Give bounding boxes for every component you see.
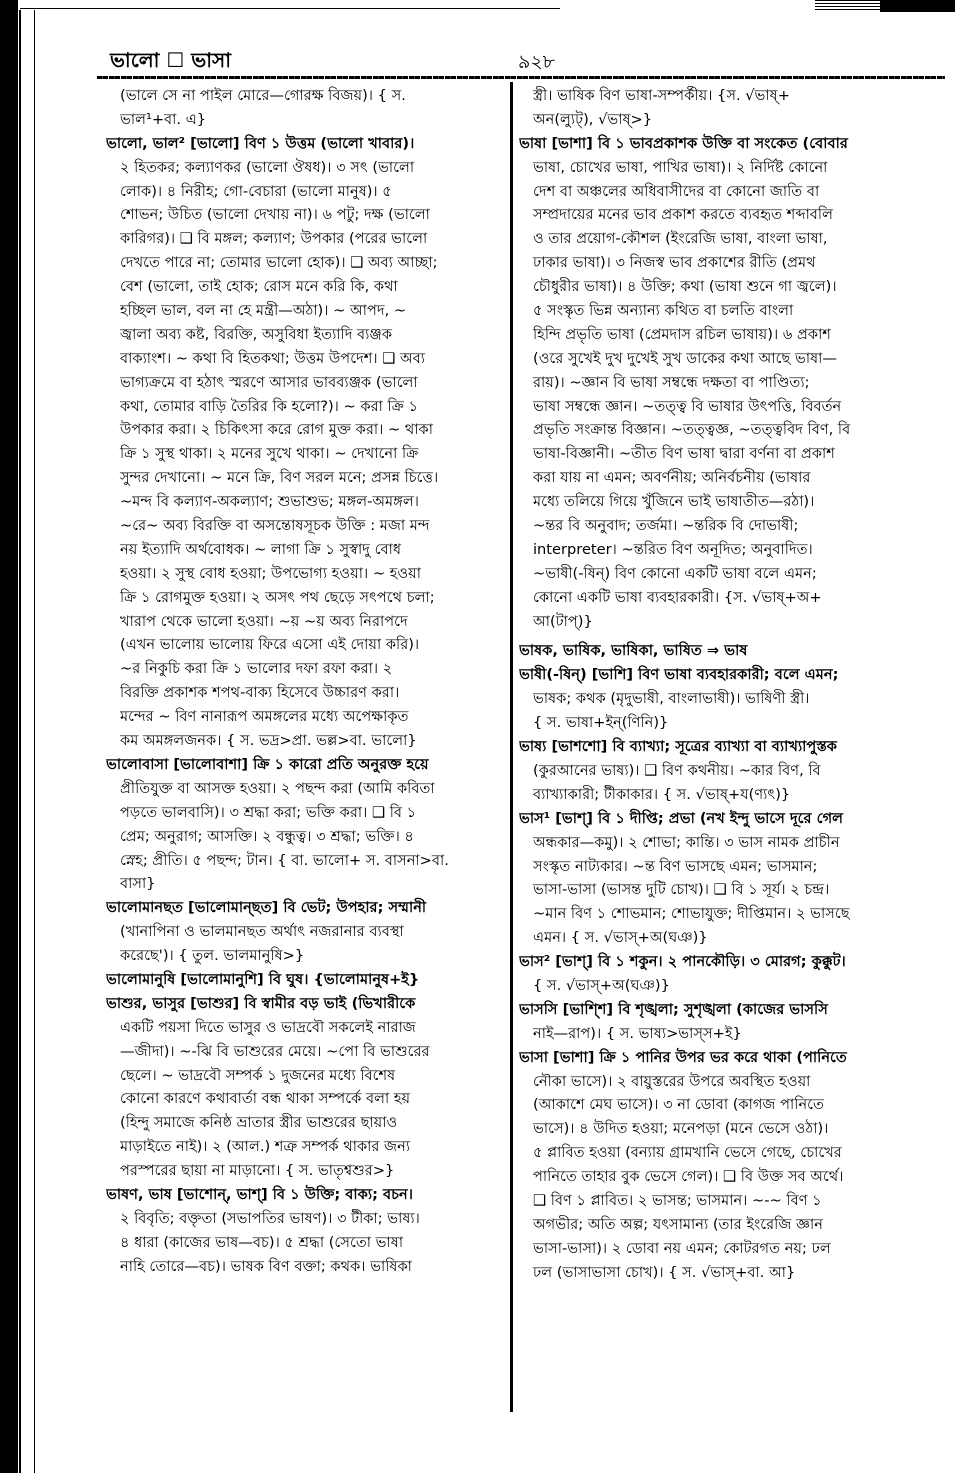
top-edge-rule [20, 8, 560, 9]
entry-text-line: { স. √ভাস্+অ(ঘঞ)} [533, 976, 670, 994]
entry-text-line: দেশ বা অঞ্চলের অধিবাসীদের বা কোনো জাতি বা [533, 182, 820, 200]
entry-text-line: ভাসা-ভাসা (ভাসন্ত দুটি চোখ)। ❑ বি ১ সূর্য। ২ চন্দ্র। [533, 881, 830, 899]
entry-text-line: কারিগর)। ❑ বি মঙ্গল; কল্যাণ; উপকার (পরের ভালো [120, 230, 428, 248]
entry-text-line: করেছে')। { তুল. ভালমানুষি>} [120, 947, 305, 965]
entry-text-line: ২ হিতকর; কল্যাণকর (ভালো ঔষধ)। ৩ সৎ (ভালো [120, 158, 415, 176]
entry-text-line: কোনো কারণে কথাবার্তা বন্ধ থাকা সম্পর্কে বলা হয় [120, 1090, 411, 1108]
entry-text-line: নয় ইত্যাদি অর্থবোধক। ~ লাগা ক্রি ১ সুস্বাদু বোধ [120, 540, 402, 558]
entry-headword-line: ভাসা [ভাশা] ক্রি ১ পানির উপর ভর করে থাকা (পানিতে [519, 1048, 847, 1066]
entry-text-line: বাক্যাংশ। ~ কথা বি হিতকথা; উত্তম উপদেশ। ❑ অব্য [120, 349, 425, 367]
entry-text-line: ~রে~ অব্য বিরক্তি বা অসন্তোষসূচক উক্তি : মজা মন্দ [120, 517, 430, 535]
entry-text-line: একটি পয়সা দিতে ভাসুর ও ভাদ্রবৌ সকলেই নারাজ [120, 1018, 416, 1036]
entry-text-line: পরস্পরের ছায়া না মাড়ানো। { স. ভাতৃশ্বশুর>} [120, 1162, 395, 1180]
entry-text-line: ৪ ধারা (কাজের ভাষ—বচ)। ৫ শ্রদ্ধা (সেতো ভাষা [120, 1233, 404, 1251]
entry-text-line: নাই—রাপ)। { স. ভাষ্য>ভাস্স+ই} [533, 1024, 742, 1042]
entry-text-line: ঢাকার ভাষা)। ৩ নিজস্ব ভাব প্রকাশের রীতি (প্রমথ [533, 254, 816, 272]
entry-text-line: (হিন্দু সমাজে কনিষ্ঠ ভ্রাতার স্ত্রীর ভাশুরের ছায়াও [120, 1114, 398, 1132]
entry-text-line: (ওরে সুখেই দুখ দুখেই সুখ ডাকের কথা আছে ভাষা— [533, 349, 837, 367]
entry-text-line: প্রেম; অনুরাগ; আসক্তি। ২ বন্ধুত্ব। ৩ শ্রদ্ধা; ভক্তি। ৪ [120, 827, 414, 845]
entry-text-line: ভাসা-ভাসা)। ২ ডোবা নয় এমন; কোটরগত নয়; ঢল [533, 1239, 831, 1257]
entry-text-line: —জীদা)। ~-ঝি বি ভাশুরের মেয়ে। ~পো বি ভাশুরের [120, 1042, 430, 1060]
entry-text-line: পড়তে ভালবাসি)। ৩ শ্রদ্ধা করা; ভক্তি করা। ❑ বি ১ [120, 803, 417, 821]
entry-headword-line: ভাষা [ভাশা] বি ১ ভাবপ্রকাশক উক্তি বা সংকেত (বোবার [519, 134, 848, 152]
guide-words: ভালো ☐ ভাসা [110, 48, 232, 72]
entry-headword-line: ভাস¹ [ভাশ্] বি ১ দীপ্তি; প্রভা (নখ ইন্দু ভাসে দূরে গেল [519, 809, 844, 827]
entry-text-line: সংস্কৃত নাট্যকার। ~ন্ত বিণ ভাসছে এমন; ভাসমান; [533, 857, 818, 875]
corner-scan-artifact [815, 0, 880, 10]
left-column [106, 84, 502, 1279]
entry-text-line: মন্দের ~ বিণ নানারূপ অমঙ্গলের মধ্যে অপেক্ষাকৃত [120, 708, 409, 726]
entry-text-line: অন্ধকার—কমু)। ২ শোভা; কান্তি। ৩ ভাস নামক প্রাচীন [533, 833, 840, 851]
entry-text-line: ক্রি ১ সুস্থ থাকা। ২ মনের সুখে থাকা। ~ দেখানো ক্রি [120, 445, 419, 463]
entry-headword-line: ভাষণ, ভাষ [ভাশোন্, ভাশ্] বি ১ উক্তি; বাক্য; বচন। [106, 1185, 413, 1203]
entry-text-line: ~ন্তর বি অনুবাদ; তর্জমা। ~ন্তরিক বি দোভাষী; [533, 517, 799, 535]
entry-text-line: লোক)। ৪ নিরীহ; গো-বেচারা (ভালো মানুষ)। ৫ [120, 182, 392, 200]
entry-text-line: অন(ল্যুট্), √ভাষ্>} [533, 110, 653, 128]
entry-text-line: ক্রি ১ রোগমুক্ত হওয়া। ২ অসৎ পথ ছেড়ে সৎপথে চলা; [120, 588, 435, 606]
entry-text-line: মাড়াইতে নাই)। ২ (আল.) শত্রু সম্পর্ক থাকার জন্য [120, 1138, 411, 1156]
entry-text-line: ❑ বিণ ১ প্লাবিত। ২ ভাসন্ত; ভাসমান। ~-~ বিণ ১ [533, 1191, 822, 1209]
entry-text-line: ভাষক; কথক (মৃদুভাষী, বাংলাভাষী)। ভাষিণী স্ত্রী। [533, 690, 810, 708]
entry-text-line: (কুরআনের ভাষ্য)। ❑ বিণ কথনীয়। ~কার বিণ, বি [533, 761, 821, 779]
entry-text-line: জ্বালা অব্য কষ্ট, বিরক্তি, অসুবিধা ইত্যাদি ব্যঞ্জক [120, 325, 393, 343]
entry-headword-line: ভালোমানুষি [ভালোমানুশি] বি ঘুষ। {ভালোমানুষ+ই} [106, 970, 420, 988]
entry-text-line: আ(টাপ্)} [533, 612, 593, 630]
entry-text-line: শোভন; উচিত (ভালো দেখায় না)। ৬ পটু; দক্ষ (ভালো [120, 206, 430, 224]
entry-text-line: সুন্দর দেখানো। ~ মনে ক্রি, বিণ সরল মনে; প্রসন্ন চিত্তে। [120, 469, 439, 487]
entry-text-line: ~মন্দ বি কল্যাণ-অকল্যাণ; শুভাশুভ; মঙ্গল-অমঙ্গল। [120, 493, 419, 511]
entry-text-line: রায়)। ~জ্ঞান বি ভাষা সম্বন্ধে দক্ষতা বা পাণ্ডিত্য; [533, 373, 810, 391]
right-column [519, 84, 939, 1285]
entry-text-line: ভাষা-বিজ্ঞানী। ~তীত বিণ ভাষা দ্বারা বর্ণনা বা প্রকাশ [533, 445, 835, 463]
column-divider [510, 82, 513, 1412]
book-binding-edge [0, 0, 18, 1473]
entry-text-line: ভাসে)। ৪ উদিত হওয়া; মনেপড়া (মনে ভেসে ওঠা)। [533, 1120, 829, 1138]
entry-text-line: অগভীর; অতি অল্প; যৎসামান্য (তার ইংরেজি জ্ঞান [533, 1215, 823, 1233]
entry-text-line: (ভালে সে না পাইল মোরে—গোরক্ষ বিজয়)। { স. [120, 87, 406, 104]
corner-scan-smudge [880, 0, 955, 12]
entry-headword-line: ভাষক, ভাষিক, ভাষিকা, ভাষিত ⇒ ভাষ [519, 642, 748, 660]
entry-headword-line: ভালোবাসা [ভালোবাশা] ক্রি ১ কারো প্রতি অনুরক্ত হয়ে [106, 755, 429, 773]
entry-text-line: হিন্দি প্রভৃতি ভাষা (প্রেমদাস রচিল ভাষায়)। ৬ প্রকাশ [533, 325, 831, 343]
header-rule [97, 76, 945, 79]
margin-rule [34, 10, 35, 1473]
entry-text-line: দেখতে পারে না; তোমার ভালো হোক)। ❑ অব্য আচ্ছা; [120, 254, 438, 272]
entry-text-line: হচ্ছিল ভাল, বল না হে মন্ত্রী—অঠা)। ~ আপদ, ~ [120, 302, 407, 320]
entry-text-line: নাহি তোরে—বচ)। ভাষক বিণ বক্তা; কথক। ভাষিকা [120, 1257, 412, 1275]
entry-text-line: পানিতে তাহার বুক ভেসে গেল)। ❑ বি উক্ত সব অর্থে। [533, 1168, 844, 1186]
binding-rule [19, 10, 21, 1473]
entry-text-line: বেশ (ভালো, তাই হোক; রোস মনে করি কি, কথা [120, 278, 398, 296]
entry-text-line: ভাগ্যক্রমে বা হঠাৎ স্মরণে আসার ভাবব্যঞ্জক (ভালো [120, 373, 418, 391]
entry-text-line: উপকার করা। ২ চিকিৎসা করে রোগ মুক্ত করা। ~ থাকা [120, 421, 433, 439]
entry-text-line: interpreter। ~ন্তরিত বিণ অনূদিত; অনুবাদিত। [533, 540, 813, 558]
entry-text-line: প্রীতিযুক্ত বা আসক্ত হওয়া। ২ পছন্দ করা (আমি কবিতা [120, 779, 435, 797]
entry-text-line: ব্যাখ্যাকারী; টীকাকার। { স. √ভাষ্+য(ণ্যৎ)} [533, 785, 791, 803]
entry-text-line: স্নেহ; প্রীতি। ৫ পছন্দ; টান। { বা. ভালো+ স. বাসনা>বা. [120, 851, 449, 869]
entry-text-line: { স. ভাষা+ইন্(ণিনি)} [533, 714, 669, 732]
entry-headword-line: ভাস² [ভাশ্] বি ১ শকুন। ২ পানকৌড়ি। ৩ মোরগ; কুক্কুট। [519, 953, 846, 971]
entry-headword-line: ভাসসি [ভাশ্শি] বি শৃঙ্খলা; সুশৃঙ্খলা (কাজের ভাসসি [519, 1000, 828, 1018]
entry-text-line: মধ্যে তলিয়ে গিয়ে খুঁজিনে ভাই ভাষাতীত—রঠা)। [533, 493, 815, 511]
entry-headword-line: ভাশুর, ভাসুর [ভাশুর] বি স্বামীর বড় ভাই (ভিখারীকে [106, 994, 416, 1012]
entry-text-line: হওয়া। ২ সুস্থ বোধ হওয়া; উপভোগ্য হওয়া। ~ হওয়া [120, 564, 421, 582]
entry-text-line: প্রভৃতি সংক্রান্ত বিজ্ঞান। ~তত্ত্বজ্ঞ, ~তত্ত্ববিদ বিণ, বি [533, 421, 851, 439]
entry-text-line: ঢল (ভাসাভাসা চোখ)। { স. √ভাস্+বা. আ} [533, 1263, 796, 1281]
entry-headword-line: ভাষী(-ষিন্) [ভাশি] বিণ ভাষা ব্যবহারকারী; বলে এমন; [519, 666, 839, 684]
entry-text-line: স্ত্রী। ভাষিক বিণ ভাষা-সম্পর্কীয়। {স. √ভাষ্+ [533, 87, 790, 104]
entry-text-line: চৌধুরীর ভাষা)। ৪ উক্তি; কথা (ভাষা শুনে গা জ্বলে)। [533, 278, 837, 296]
entry-text-line: ~র নিকুচি করা ক্রি ১ ভালোর দফা রফা করা। ২ [120, 660, 393, 678]
entry-text-line: বাসা} [120, 875, 156, 893]
entry-text-line: কম অমঙ্গলজনক। { স. ভদ্র>প্রা. ভল্ল>বা. ভালো} [120, 732, 417, 750]
entry-text-line: ভাষা, চোখের ভাষা, পাখির ভাষা)। ২ নির্দিষ্ট কোনো [533, 158, 828, 176]
entry-text-line: (আকাশে মেঘ ভাসে)। ৩ না ডোবা (কাগজ পানিতে [533, 1096, 824, 1114]
entry-text-line: সম্প্রদায়ের মনের ভাব প্রকাশ করতে ব্যবহৃত শব্দাবলি [533, 206, 833, 224]
entry-text-line: ~ভাষী(-ষিন্) বিণ কোনো একটি ভাষা বলে এমন; [533, 564, 817, 582]
page-header [100, 46, 945, 76]
entry-text-line: ~মান বিণ ১ শোভমান; শোভাযুক্ত; দীপ্তিমান। ২ ভাসছে [533, 905, 850, 923]
entry-text-line: ৫ সংস্কৃত ভিন্ন অন্যান্য কথিত বা চলতি বাংলা [533, 302, 794, 320]
entry-text-line: কথা, তোমার বাড়ি তৈরির কি হলো?)। ~ করা ক্রি ১ [120, 397, 419, 415]
page-number: ৯২৮ [518, 51, 556, 73]
entry-headword-line: ভালো, ভাল² [ভালো] বিণ ১ উত্তম (ভালো খাবার)। [106, 134, 415, 152]
entry-text-line: বিরক্তি প্রকাশক শপথ-বাক্য হিসেবে উচ্চারণ করা। [120, 684, 400, 702]
entry-text-line: ছেলে। ~ ভাদ্রবৌ সম্পর্ক ১ দুজনের মধ্যে বিশেষ [120, 1066, 396, 1084]
entry-text-line: (এখন ভালোয় ভালোয় ফিরে এসো এই দোয়া করি)। [120, 636, 420, 654]
entry-text-line: ভাল¹+বা. এ} [120, 110, 207, 128]
entry-text-line: ৫ প্লাবিত হওয়া (বন্যায় গ্রামখানি ভেসে গেছে, চোখের [533, 1144, 842, 1162]
entry-text-line: ও তার প্রয়োগ-কৌশল (ইংরেজি ভাষা, বাংলা ভাষা, [533, 230, 828, 248]
entry-text-line: খারাপ থেকে ভালো হওয়া। ~য় ~য় অব্য নিরাপদে [120, 612, 408, 630]
entry-text-line: (খানাপিনা ও ভালমানছত অর্থাৎ নজরানার ব্যবস্থা [120, 923, 404, 941]
entry-text-line: কোনো একটি ভাষা ব্যবহারকারী। {স. √ভাষ্+অ+ [533, 588, 822, 606]
entry-headword-line: ভাষ্য [ভাশশো] বি ব্যাখ্যা; সূত্রের ব্যাখ্যা বা ব্যাখ্যাপুস্তক [519, 738, 838, 756]
entry-text-line: নৌকা ভাসে)। ২ বায়ুস্তরের উপরে অবস্থিত হওয়া [533, 1072, 811, 1090]
entry-headword-line: ভালোমানছত [ভালোমান্ছত] বি ভেট; উপহার; সম্মানী [106, 899, 427, 917]
entry-text-line: এমন। { স. √ভাস্+অ(ঘঞ)} [533, 929, 708, 947]
entry-text-line: করা যায় না এমন; অবর্ণনীয়; অনির্বচনীয় (ভাষার [533, 469, 811, 487]
entry-text-line: ভাষা সম্বন্ধে জ্ঞান। ~তত্ত্ব বি ভাষার উৎপত্তি, বিবর্তন [533, 397, 842, 415]
entry-text-line: ২ বিবৃতি; বক্তৃতা (সভাপতির ভাষণ)। ৩ টীকা; ভাষ্য। [120, 1209, 420, 1227]
